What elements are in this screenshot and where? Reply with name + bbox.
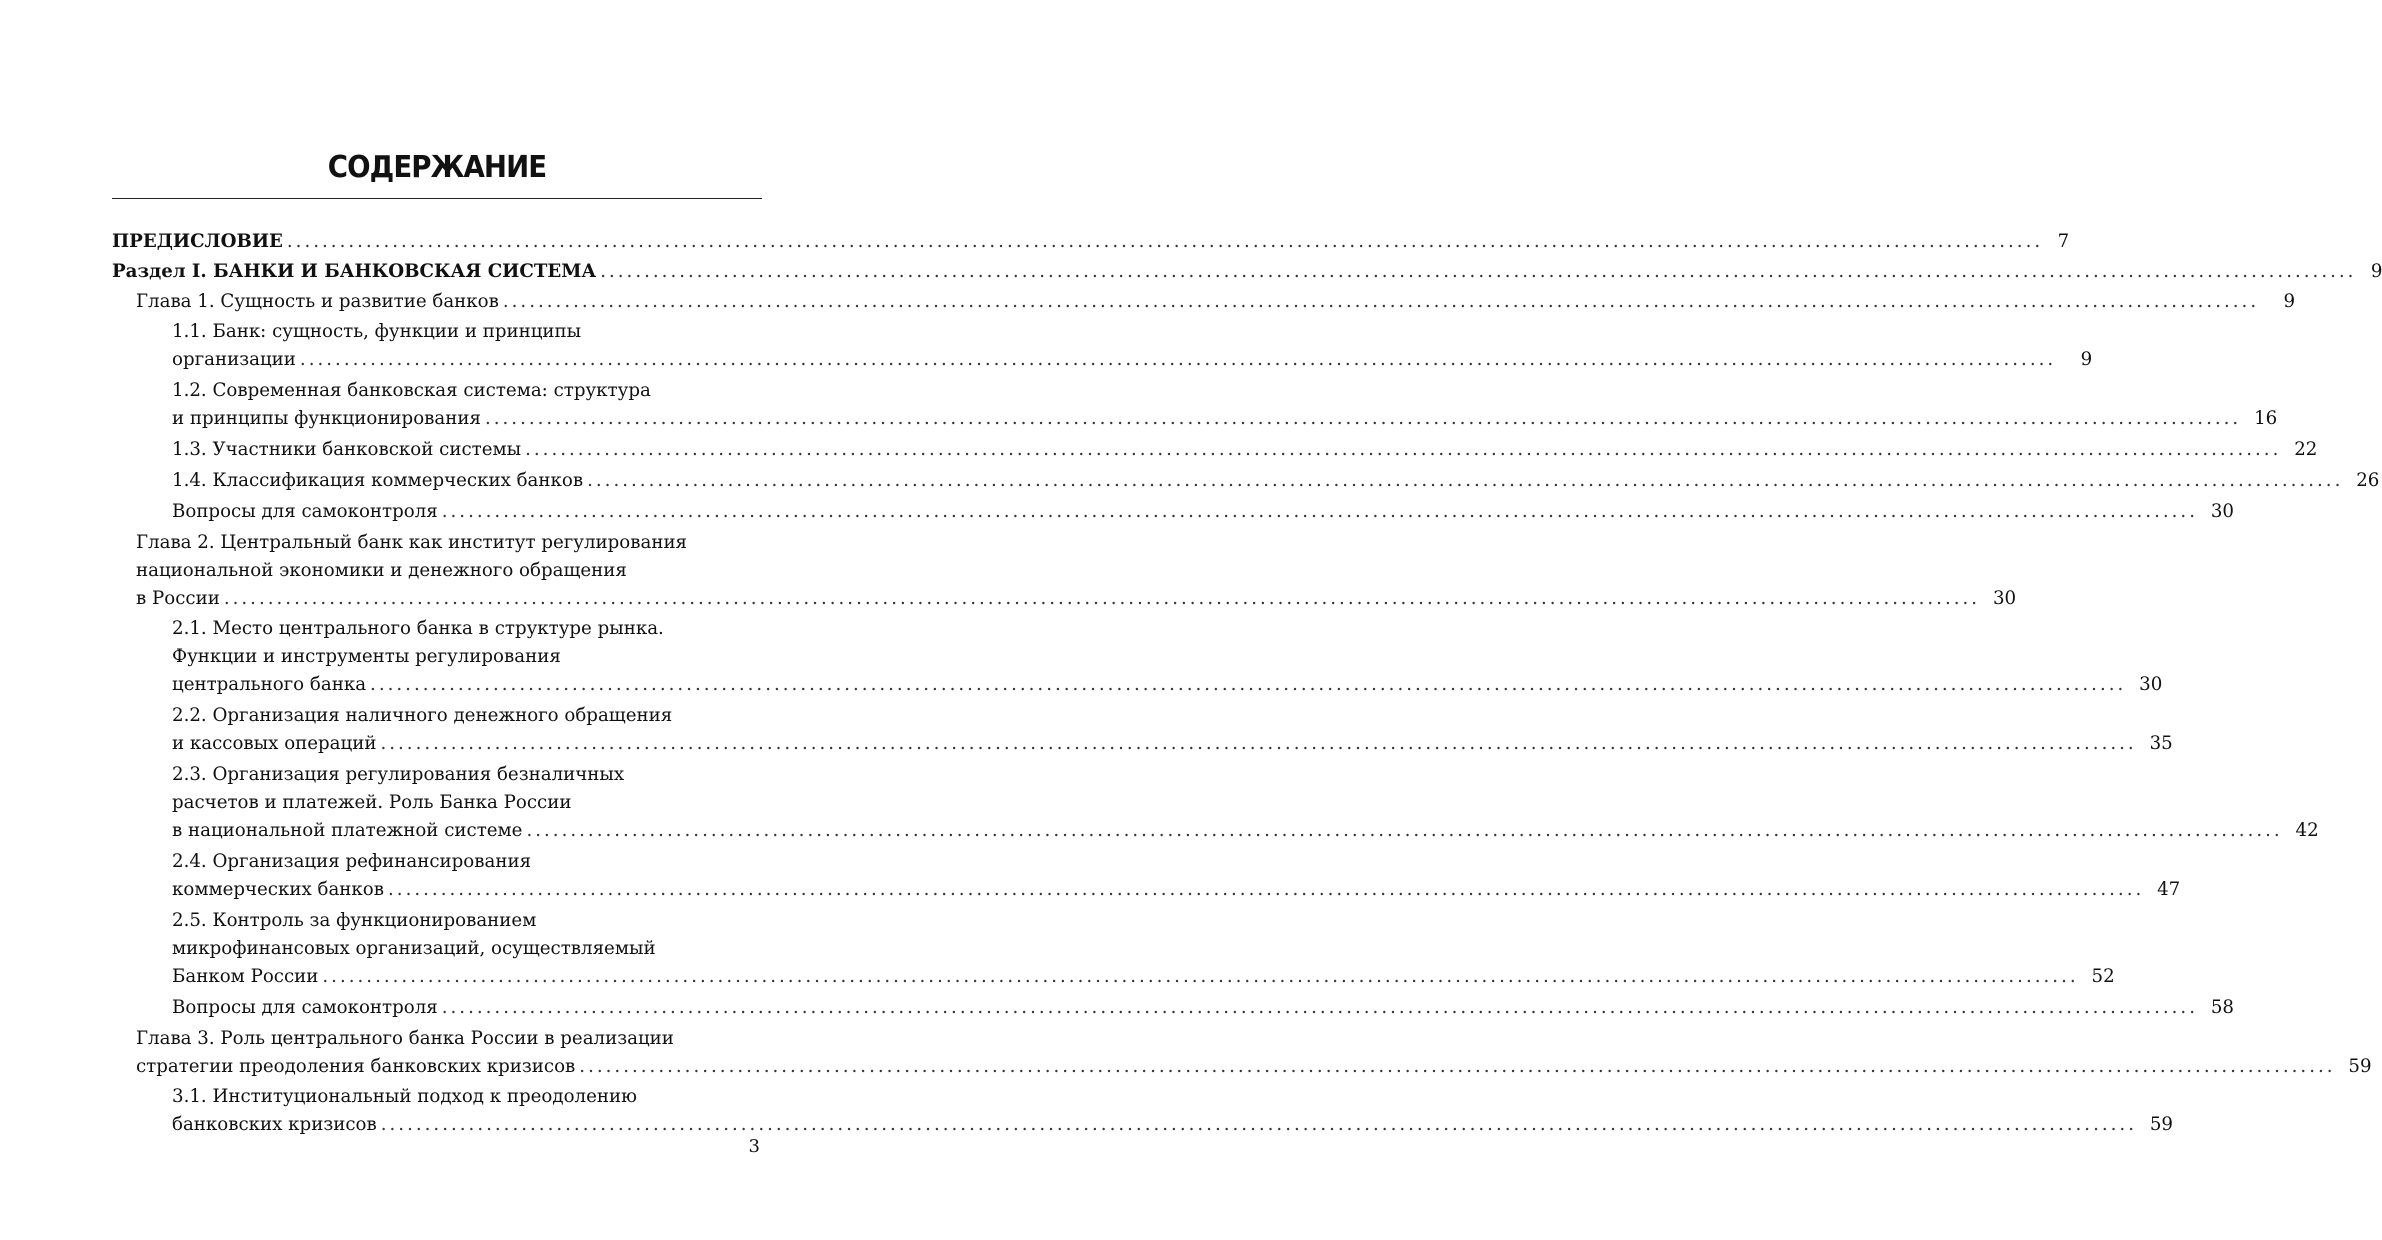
toc-entry-last-line bbox=[112, 258, 2382, 286]
toc-page-number: 26 bbox=[2356, 470, 2380, 491]
dot-leader: ........................................................................................................................................................................................................ bbox=[299, 349, 2057, 370]
dot-leader: ........................................................................................................................................................................................................ bbox=[370, 674, 2127, 695]
toc-entry-line: Раздел I. БАНКИ И БАНКОВСКАЯ СИСТЕМА bbox=[112, 261, 597, 282]
toc-entry-line: и кассовых операций bbox=[172, 733, 377, 754]
toc-entry-line: Вопросы для самоконтроля bbox=[172, 501, 438, 522]
toc-entry-line: 1.1. Банк: сущность, функции и принципы bbox=[172, 321, 582, 342]
dot-leader: ........................................................................................................................................................................................................ bbox=[502, 291, 2260, 312]
toc-entry-last-line bbox=[172, 498, 2234, 526]
toc-entry-line: Функции и инструменты регулирования bbox=[172, 646, 561, 667]
toc-page-number: 59 bbox=[2348, 1056, 2372, 1077]
toc-entry-line: расчетов и платежей. Роль Банка России bbox=[172, 792, 572, 813]
toc-entry-line: в национальной платежной системе bbox=[172, 820, 523, 841]
toc-entry-line: 2.4. Организация рефинансирования bbox=[172, 851, 532, 872]
dot-leader: ........................................................................................................................................................................................................ bbox=[526, 820, 2283, 841]
dot-leader: ........................................................................................................................................................................................................ bbox=[441, 501, 2198, 522]
toc-page-number: 9 bbox=[2283, 291, 2296, 312]
toc-entry-line: Вопросы для самоконтроля bbox=[172, 997, 438, 1018]
toc-entry bbox=[172, 436, 2318, 464]
dot-leader: ........................................................................................................................................................................................................ bbox=[525, 439, 2282, 460]
toc-entry bbox=[112, 228, 2070, 256]
toc-entry bbox=[136, 529, 2017, 613]
toc-entry-line: Банком России bbox=[172, 966, 319, 987]
toc-entry bbox=[172, 467, 2380, 495]
toc-entry-line: ПРЕДИСЛОВИЕ bbox=[112, 231, 283, 252]
toc-entry-last-line bbox=[172, 346, 2093, 374]
toc-entry bbox=[172, 377, 2278, 433]
toc-entry-last-line bbox=[136, 585, 2017, 613]
toc-page-number: 9 bbox=[2080, 349, 2093, 370]
toc-entry-line: 1.2. Современная банковская система: структура bbox=[172, 380, 651, 401]
dot-leader: ........................................................................................................................................................................................................ bbox=[441, 997, 2198, 1018]
toc-entry-line: национальной экономики и денежного обращения bbox=[136, 560, 627, 581]
toc-entry-line: центрального банка bbox=[172, 674, 367, 695]
toc-entry-last-line bbox=[172, 963, 2115, 991]
toc-entry-line: 3.1. Институциональный подход к преодолению bbox=[172, 1086, 637, 1107]
dot-leader: ........................................................................................................................................................................................................ bbox=[223, 588, 1981, 609]
toc-page-number: 35 bbox=[2149, 733, 2173, 754]
toc-entry bbox=[172, 702, 2173, 758]
toc-entry bbox=[172, 1083, 2173, 1139]
toc-page-number: 30 bbox=[2210, 501, 2234, 522]
toc-entry bbox=[112, 258, 2382, 286]
toc-entry-last-line bbox=[136, 1053, 2372, 1081]
title-divider bbox=[112, 198, 762, 199]
toc-page-number: 59 bbox=[2149, 1114, 2173, 1135]
dot-leader: ........................................................................................................................................................................................................ bbox=[484, 408, 2242, 429]
toc-entry-line: 2.1. Место центрального банка в структуре рынка. bbox=[172, 618, 664, 639]
toc-entry-last-line bbox=[172, 405, 2278, 433]
dot-leader: ........................................................................................................................................................................................................ bbox=[579, 1056, 2336, 1077]
toc-entry-line: 2.2. Организация наличного денежного обращения bbox=[172, 705, 673, 726]
toc-page-number: 47 bbox=[2157, 879, 2181, 900]
page-title: СОДЕРЖАНИЕ bbox=[327, 150, 547, 185]
toc-entry bbox=[172, 318, 2093, 374]
toc-entry-line: Глава 2. Центральный банк как институт регулирования bbox=[136, 532, 688, 553]
dot-leader: ........................................................................................................................................................................................................ bbox=[388, 879, 2145, 900]
toc-entry-line: организации bbox=[172, 349, 296, 370]
toc-page-number: 58 bbox=[2210, 997, 2234, 1018]
toc-entry-line: коммерческих банков bbox=[172, 879, 384, 900]
toc-entry-last-line bbox=[172, 994, 2234, 1022]
toc-entry-line: 1.3. Участники банковской системы bbox=[172, 439, 522, 460]
toc-entry bbox=[172, 848, 2181, 904]
toc-entry-last-line bbox=[172, 1111, 2173, 1139]
toc-entry-line: 1.4. Классификация коммерческих банков bbox=[172, 470, 584, 491]
toc-entry-line: банковских кризисов bbox=[172, 1114, 377, 1135]
toc-page-number: 52 bbox=[2091, 966, 2115, 987]
toc-entry bbox=[172, 498, 2234, 526]
toc-entry bbox=[172, 615, 2163, 699]
toc-entry-line: микрофинансовых организаций, осуществляемый bbox=[172, 938, 656, 959]
page-number: 3 bbox=[748, 1136, 760, 1157]
toc-page-number: 22 bbox=[2294, 439, 2318, 460]
toc-entry-last-line bbox=[172, 817, 2319, 845]
toc-entry-last-line bbox=[172, 436, 2318, 464]
dot-leader: ........................................................................................................................................................................................................ bbox=[600, 261, 2357, 282]
dot-leader: ........................................................................................................................................................................................................ bbox=[380, 1114, 2137, 1135]
dot-leader: ........................................................................................................................................................................................................ bbox=[380, 733, 2137, 754]
toc-entry-last-line bbox=[172, 876, 2181, 904]
toc-entry-line: в России bbox=[136, 588, 220, 609]
dot-leader: ........................................................................................................................................................................................................ bbox=[286, 231, 2044, 252]
toc-entry-line: Глава 3. Роль центрального банка России в реализации bbox=[136, 1028, 674, 1049]
toc-entry bbox=[136, 288, 2296, 316]
toc-entry bbox=[172, 761, 2319, 845]
toc-entry-line: Глава 1. Сущность и развитие банков bbox=[136, 291, 499, 312]
toc-entry bbox=[136, 1025, 2372, 1081]
table-of-contents bbox=[112, 228, 2382, 1142]
toc-entry bbox=[172, 907, 2115, 991]
toc-page-number: 7 bbox=[2057, 231, 2070, 252]
toc-entry-last-line bbox=[112, 228, 2070, 256]
toc-entry-line: 2.5. Контроль за функционированием bbox=[172, 910, 537, 931]
toc-page-number: 9 bbox=[2370, 261, 2382, 282]
toc-entry-line: и принципы функционирования bbox=[172, 408, 481, 429]
toc-entry-last-line bbox=[136, 288, 2296, 316]
toc-entry-line: стратегии преодоления банковских кризисов bbox=[136, 1056, 576, 1077]
toc-entry bbox=[172, 994, 2234, 1022]
toc-page-number: 30 bbox=[1992, 588, 2017, 609]
toc-entry-last-line bbox=[172, 467, 2380, 495]
dot-leader: ........................................................................................................................................................................................................ bbox=[587, 470, 2344, 491]
dot-leader: ........................................................................................................................................................................................................ bbox=[322, 966, 2079, 987]
toc-page-number: 42 bbox=[2295, 820, 2319, 841]
toc-entry-line: 2.3. Организация регулирования безналичных bbox=[172, 764, 625, 785]
toc-entry-last-line bbox=[172, 730, 2173, 758]
toc-page-number: 16 bbox=[2254, 408, 2278, 429]
toc-entry-last-line bbox=[172, 671, 2163, 699]
toc-page-number: 30 bbox=[2139, 674, 2163, 695]
